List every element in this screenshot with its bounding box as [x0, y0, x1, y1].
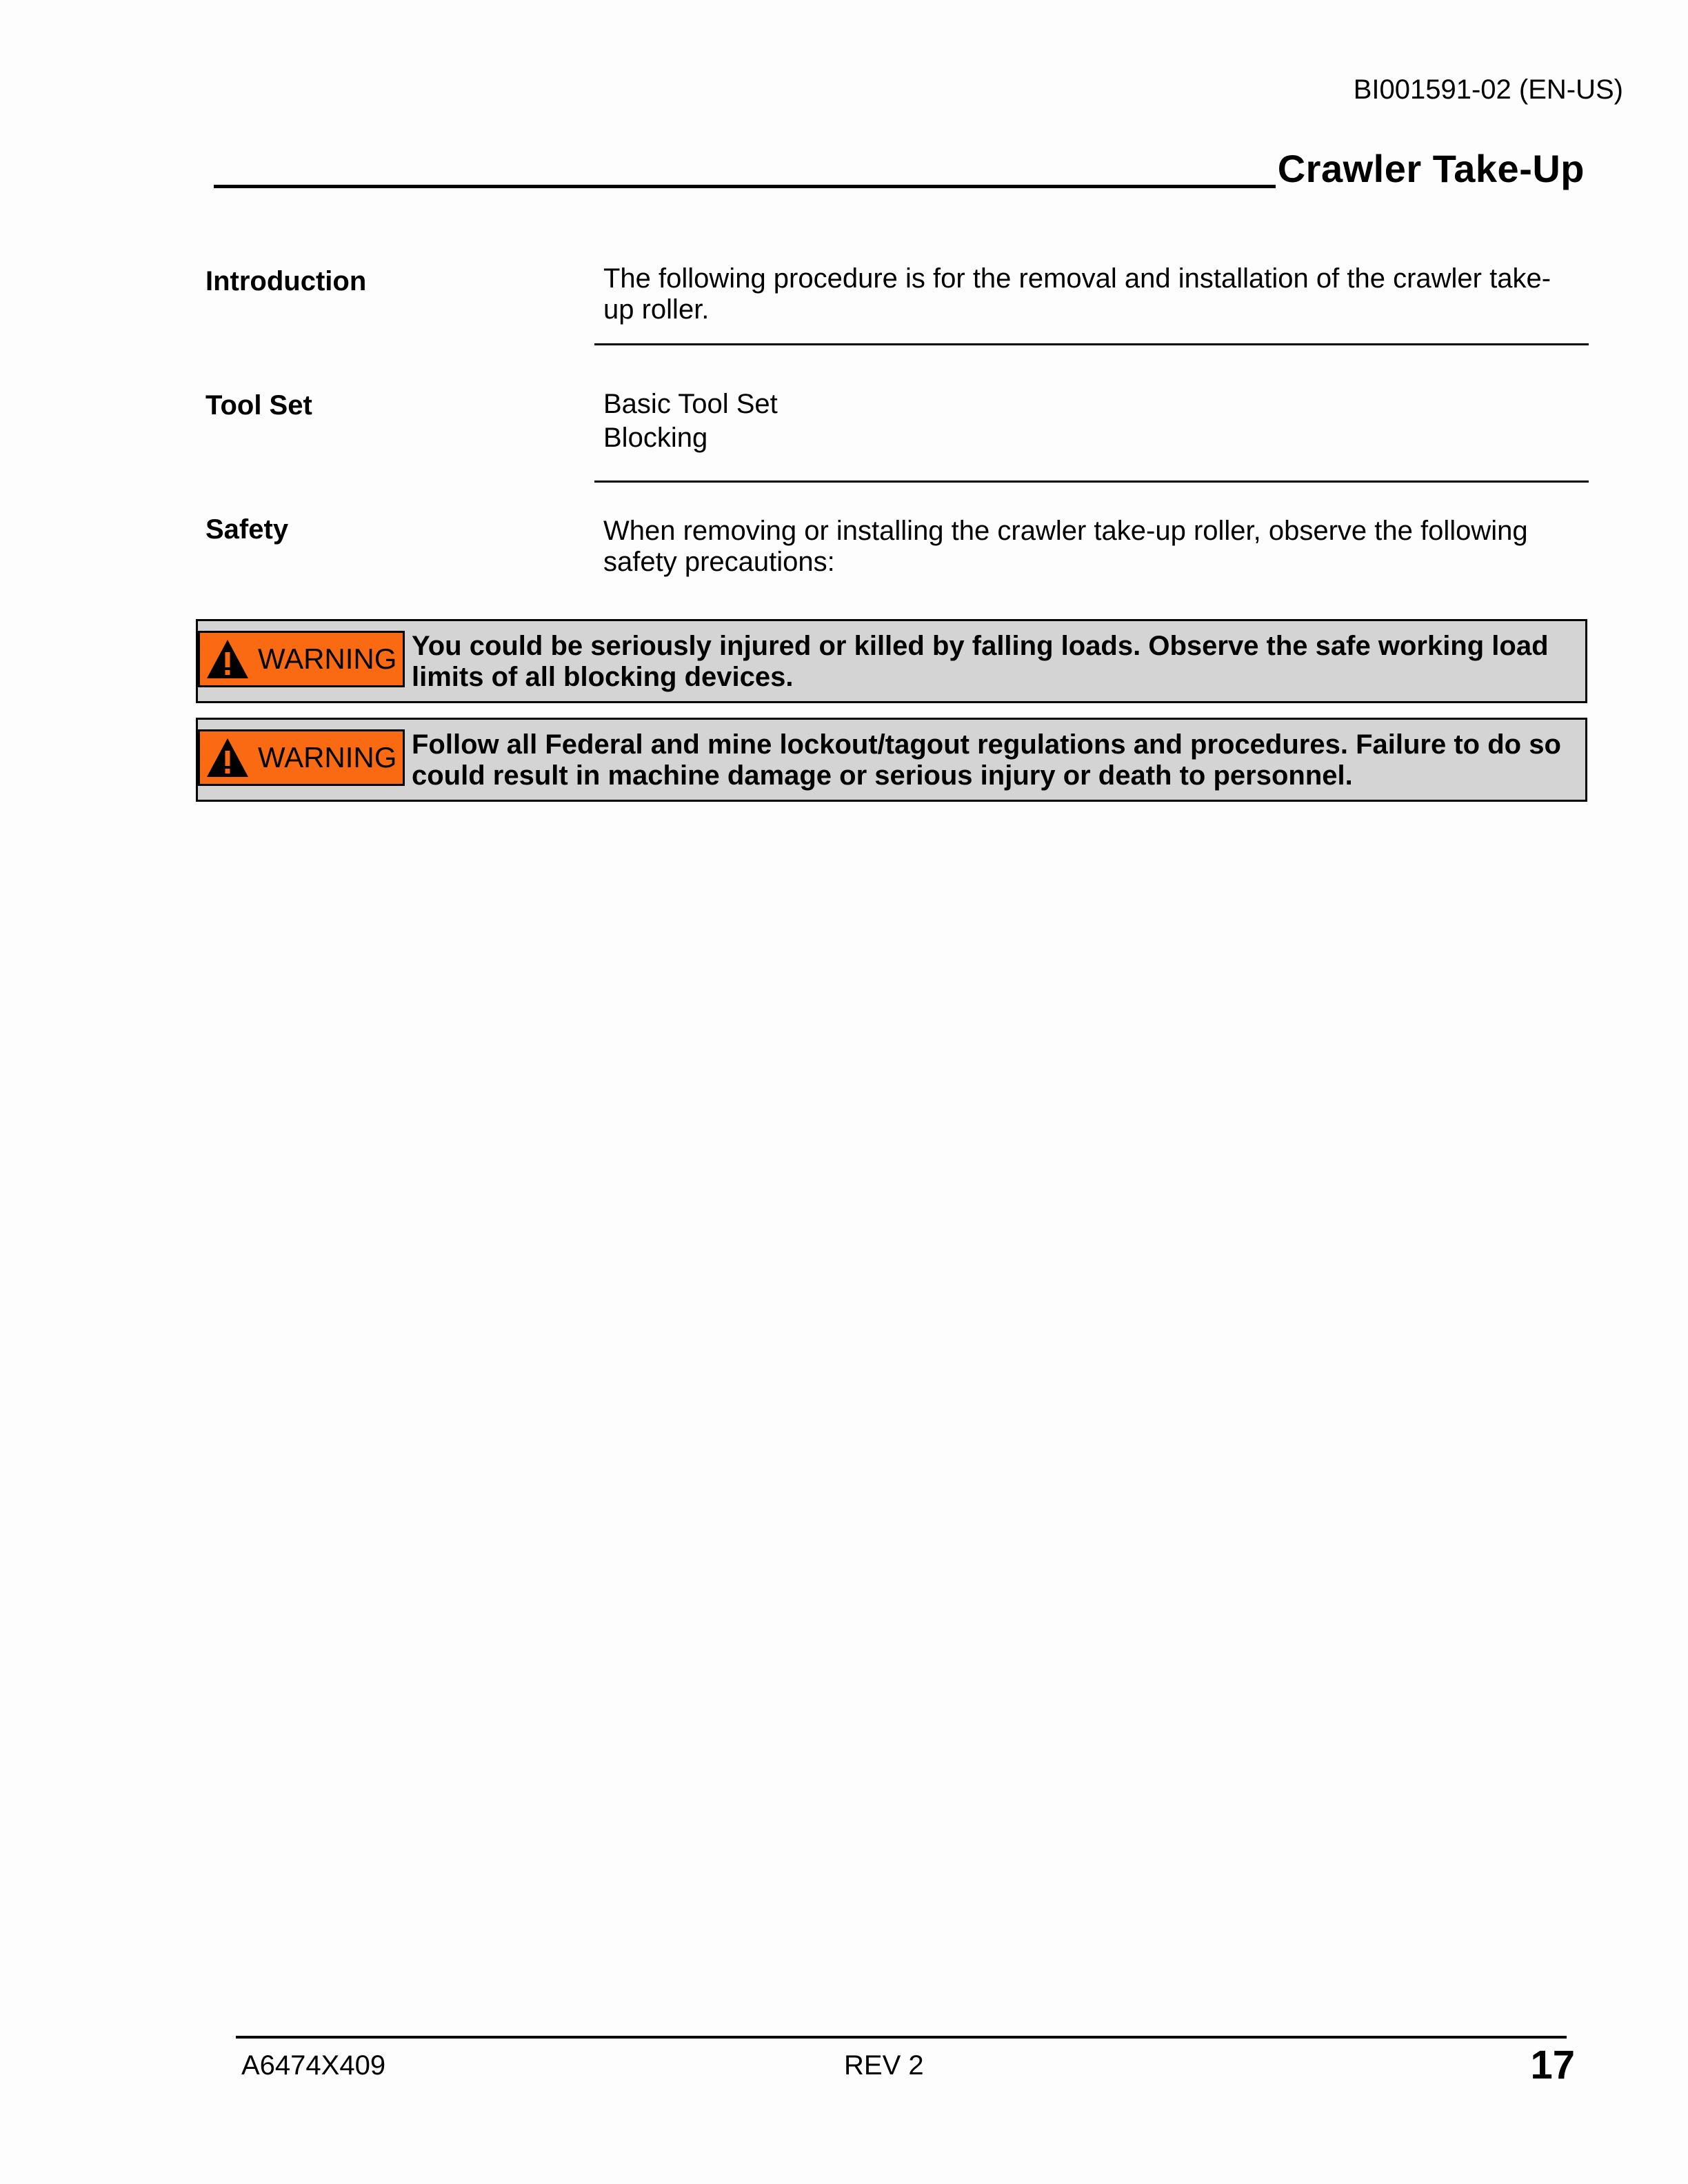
section-label-safety: Safety — [205, 514, 289, 545]
page-number: 17 — [1530, 2043, 1575, 2087]
warning-label: WARNING — [258, 741, 397, 774]
warning-text: Follow all Federal and mine lockout/tagout regulations and procedures. Failure to do so could result in machine damage or serious injury or death to personnel. — [412, 729, 1561, 791]
warning-box — [196, 619, 1587, 703]
warning-triangle-icon — [205, 637, 250, 681]
footer-revision: REV 2 — [844, 2050, 924, 2081]
footer-part-number: A6474X409 — [241, 2050, 386, 2081]
safety-line-2: safety precautions: — [603, 547, 835, 577]
section-divider — [594, 343, 1589, 345]
title-rule — [214, 185, 1276, 188]
safety-line-1: When removing or installing the crawler take-up roller, observe the following — [603, 516, 1528, 546]
tool-item-2: Blocking — [603, 423, 708, 453]
page-title: Crawler Take-Up — [1277, 147, 1585, 190]
section-body-safety — [603, 516, 1555, 578]
section-label-tool-set: Tool Set — [205, 390, 312, 421]
section-divider — [594, 481, 1589, 483]
section-body-tool-set — [603, 387, 1555, 455]
tool-item-1: Basic Tool Set — [603, 389, 778, 419]
warning-text: You could be seriously injured or killed by falling loads. Observe the safe working load limits of all blocking devices. — [412, 631, 1549, 692]
warning-box — [196, 718, 1587, 802]
warning-tag — [198, 631, 405, 687]
footer-rule — [236, 2036, 1567, 2039]
document-id: BI001591-02 (EN-US) — [1353, 74, 1623, 105]
warning-label: WARNING — [258, 643, 397, 675]
warning-triangle-icon — [205, 736, 250, 780]
warning-tag — [198, 729, 405, 786]
intro-line-2: up roller. — [603, 294, 710, 325]
intro-line-1: The following procedure is for the removal and installation of the crawler take- — [603, 263, 1551, 294]
section-body-introduction — [603, 263, 1555, 325]
section-label-introduction: Introduction — [205, 266, 367, 296]
